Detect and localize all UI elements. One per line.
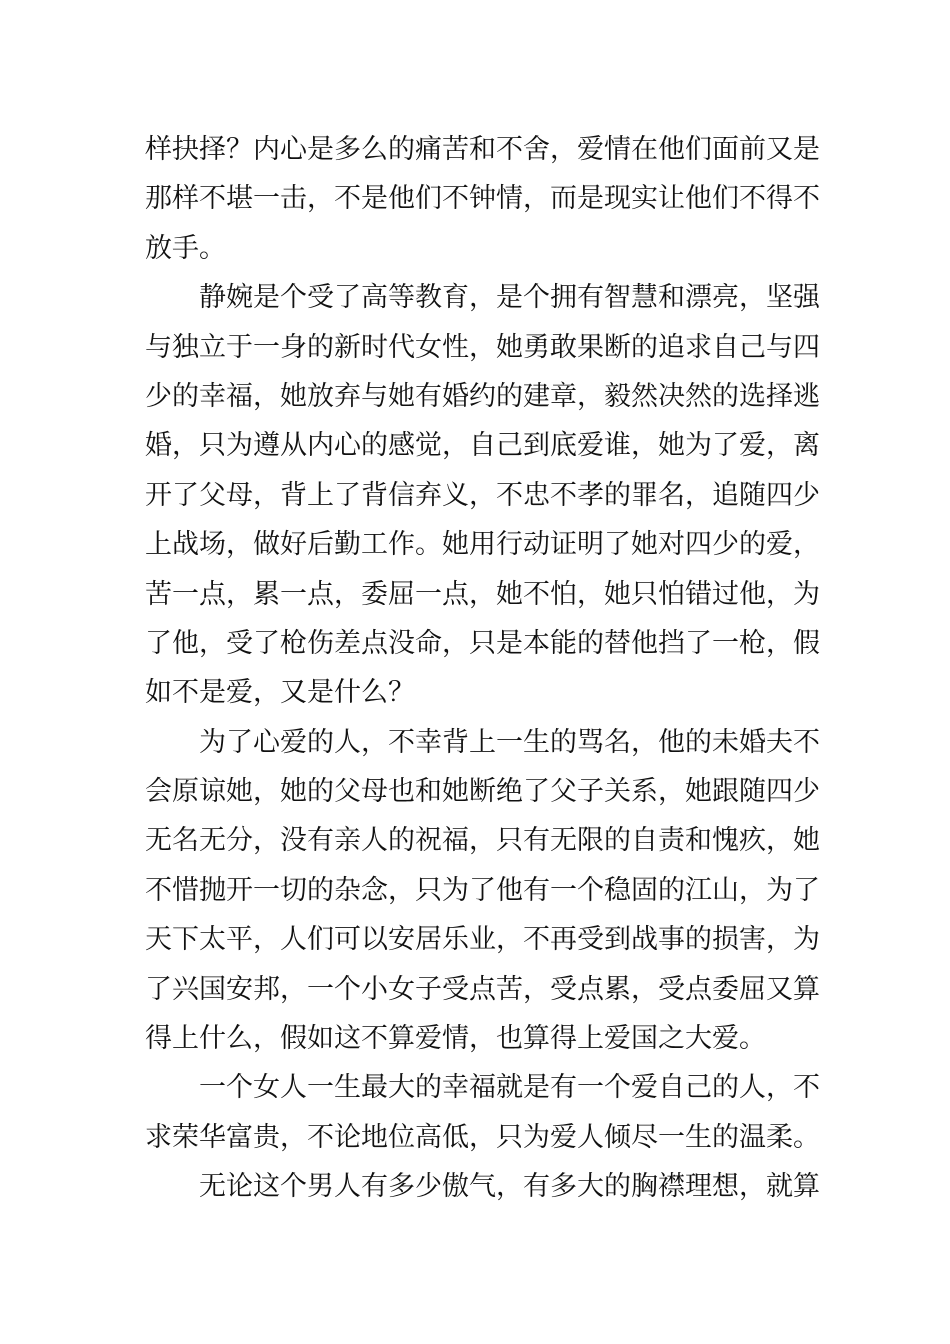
body-text [145, 125, 820, 1212]
text-line: 不惜抛开一切的杂念，只为了他有一个稳固的江山，为了 [145, 874, 820, 906]
text-line: 开了父母，背上了背信弃义，不忠不孝的罪名，追随四少 [145, 479, 820, 511]
text-line: 苦一点，累一点，委屈一点，她不怕，她只怕错过他，为 [145, 578, 820, 610]
paragraph-first-line: 静婉是个受了高等教育，是个拥有智慧和漂亮，坚强 [199, 282, 820, 314]
paragraph-first-line: 无论这个男人有多少傲气，有多大的胸襟理想，就算 [199, 1171, 820, 1203]
text-line: 求荣华富贵，不论地位高低，只为爱人倾尽一生的温柔。 [145, 1121, 820, 1153]
text-line: 样抉择？内心是多么的痛苦和不舍，爱情在他们面前又是 [145, 134, 820, 165]
text-line: 了他，受了枪伤差点没命，只是本能的替他挡了一枪，假 [145, 627, 820, 659]
text-line: 与独立于一身的新时代女性，她勇敢果断的追求自己与四 [145, 331, 820, 363]
text-line: 如不是爱，又是什么？ [145, 677, 415, 709]
text-line: 得上什么，假如这不算爱情，也算得上爱国之大爱。 [145, 1023, 766, 1055]
paragraph-first-line: 为了心爱的人，不幸背上一生的骂名，他的未婚夫不 [199, 726, 820, 758]
text-line: 天下太平，人们可以安居乐业，不再受到战事的损害，为 [145, 924, 820, 956]
paragraph-first-line: 一个女人一生最大的幸福就是有一个爱自己的人，不 [199, 1072, 820, 1104]
text-line: 上战场，做好后勤工作。她用行动证明了她对四少的爱， [145, 529, 820, 561]
text-line: 放手。 [145, 232, 226, 264]
text-line: 那样不堪一击，不是他们不钟情，而是现实让他们不得不 [145, 183, 820, 215]
text-line: 会原谅她，她的父母也和她断绝了父子关系，她跟随四少 [145, 776, 820, 808]
text-line: 了兴国安邦，一个小女子受点苦，受点累，受点委屈又算 [145, 973, 820, 1005]
text-line: 婚，只为遵从内心的感觉，自己到底爱谁，她为了爱，离 [145, 430, 820, 462]
text-line: 无名无分，没有亲人的祝福，只有无限的自责和愧疚，她 [145, 825, 820, 857]
text-line: 少的幸福，她放弃与她有婚约的建章，毅然决然的选择逃 [145, 380, 820, 412]
